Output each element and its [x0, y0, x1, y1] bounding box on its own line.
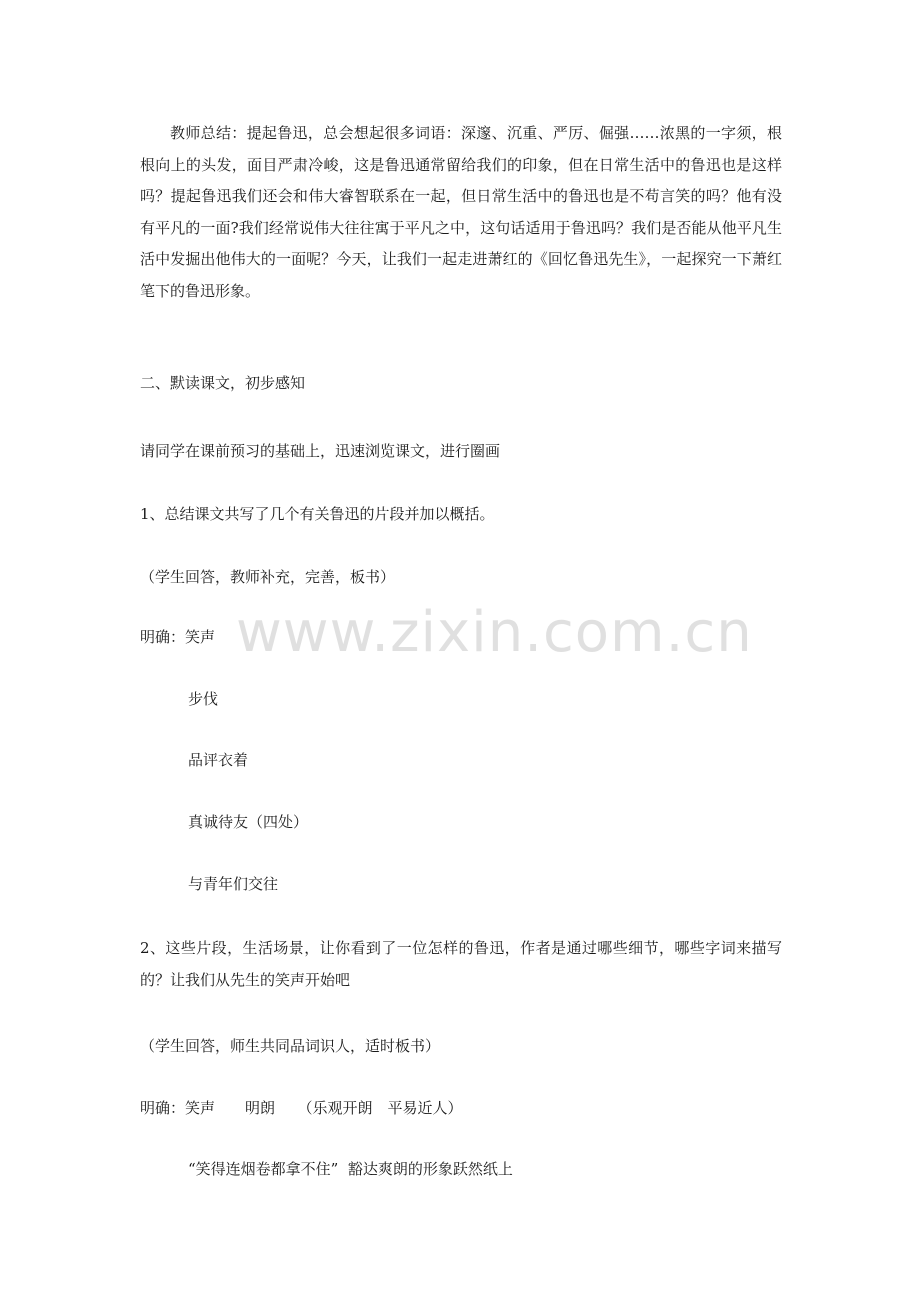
question-1: 1、总结课文共写了几个有关鲁迅的片段并加以概括。 — [140, 505, 495, 523]
answer-2-line: 明确：笑声 明朗 （乐观开朗 平易近人） — [140, 1099, 463, 1117]
question-2: 2、这些片段，生活场景，让你看到了一位怎样的鲁迅，作者是通过哪些细节，哪些字词来描写的？让我们从先生的笑声开始吧 — [140, 939, 782, 989]
note-1: （学生回答，教师补充，完善，板书） — [140, 568, 396, 586]
note-2: （学生回答，师生共同品词识人，适时板书） — [140, 1037, 441, 1055]
answer-1-item: 真诚待友（四处） — [188, 813, 309, 831]
watermark: www.zixin.com.cn — [236, 600, 753, 665]
intro-paragraph: 教师总结：提起鲁迅，总会想起很多词语：深邃、沉重、严厉、倔强……浓黑的一字须，根根向上的头发，面目严肃冷峻，这是鲁迅通常留给我们的印象，但在日常生活中的鲁迅也是这样吗？提起鲁迅我们还会和伟大睿智联系在一起，但日常生活中的鲁迅也是不苟言笑的吗？他有没有平凡的一面?我们经常说伟大往往寓于平凡之中，这句话适用于鲁迅吗？我们是否能从他平凡生活中发掘出他伟大的一面呢？今天，让我们一起走进萧红的《回忆鲁迅先生》，一起探究一下萧红笔下的鲁迅形象。 — [140, 124, 782, 300]
quote-line: “笑得连烟卷都拿不住” 豁达爽朗的形象跃然纸上 — [188, 1160, 513, 1178]
answer-1-item: 品评衣着 — [188, 751, 249, 769]
section-heading: 二、默读课文，初步感知 — [140, 374, 306, 392]
answer-1-label: 明确：笑声 — [140, 628, 216, 646]
answer-1-item: 与青年们交往 — [188, 875, 279, 893]
answer-1-item: 步伐 — [188, 690, 219, 708]
instruction-text: 请同学在课前预习的基础上，迅速浏览课文，进行圈画 — [140, 442, 501, 460]
